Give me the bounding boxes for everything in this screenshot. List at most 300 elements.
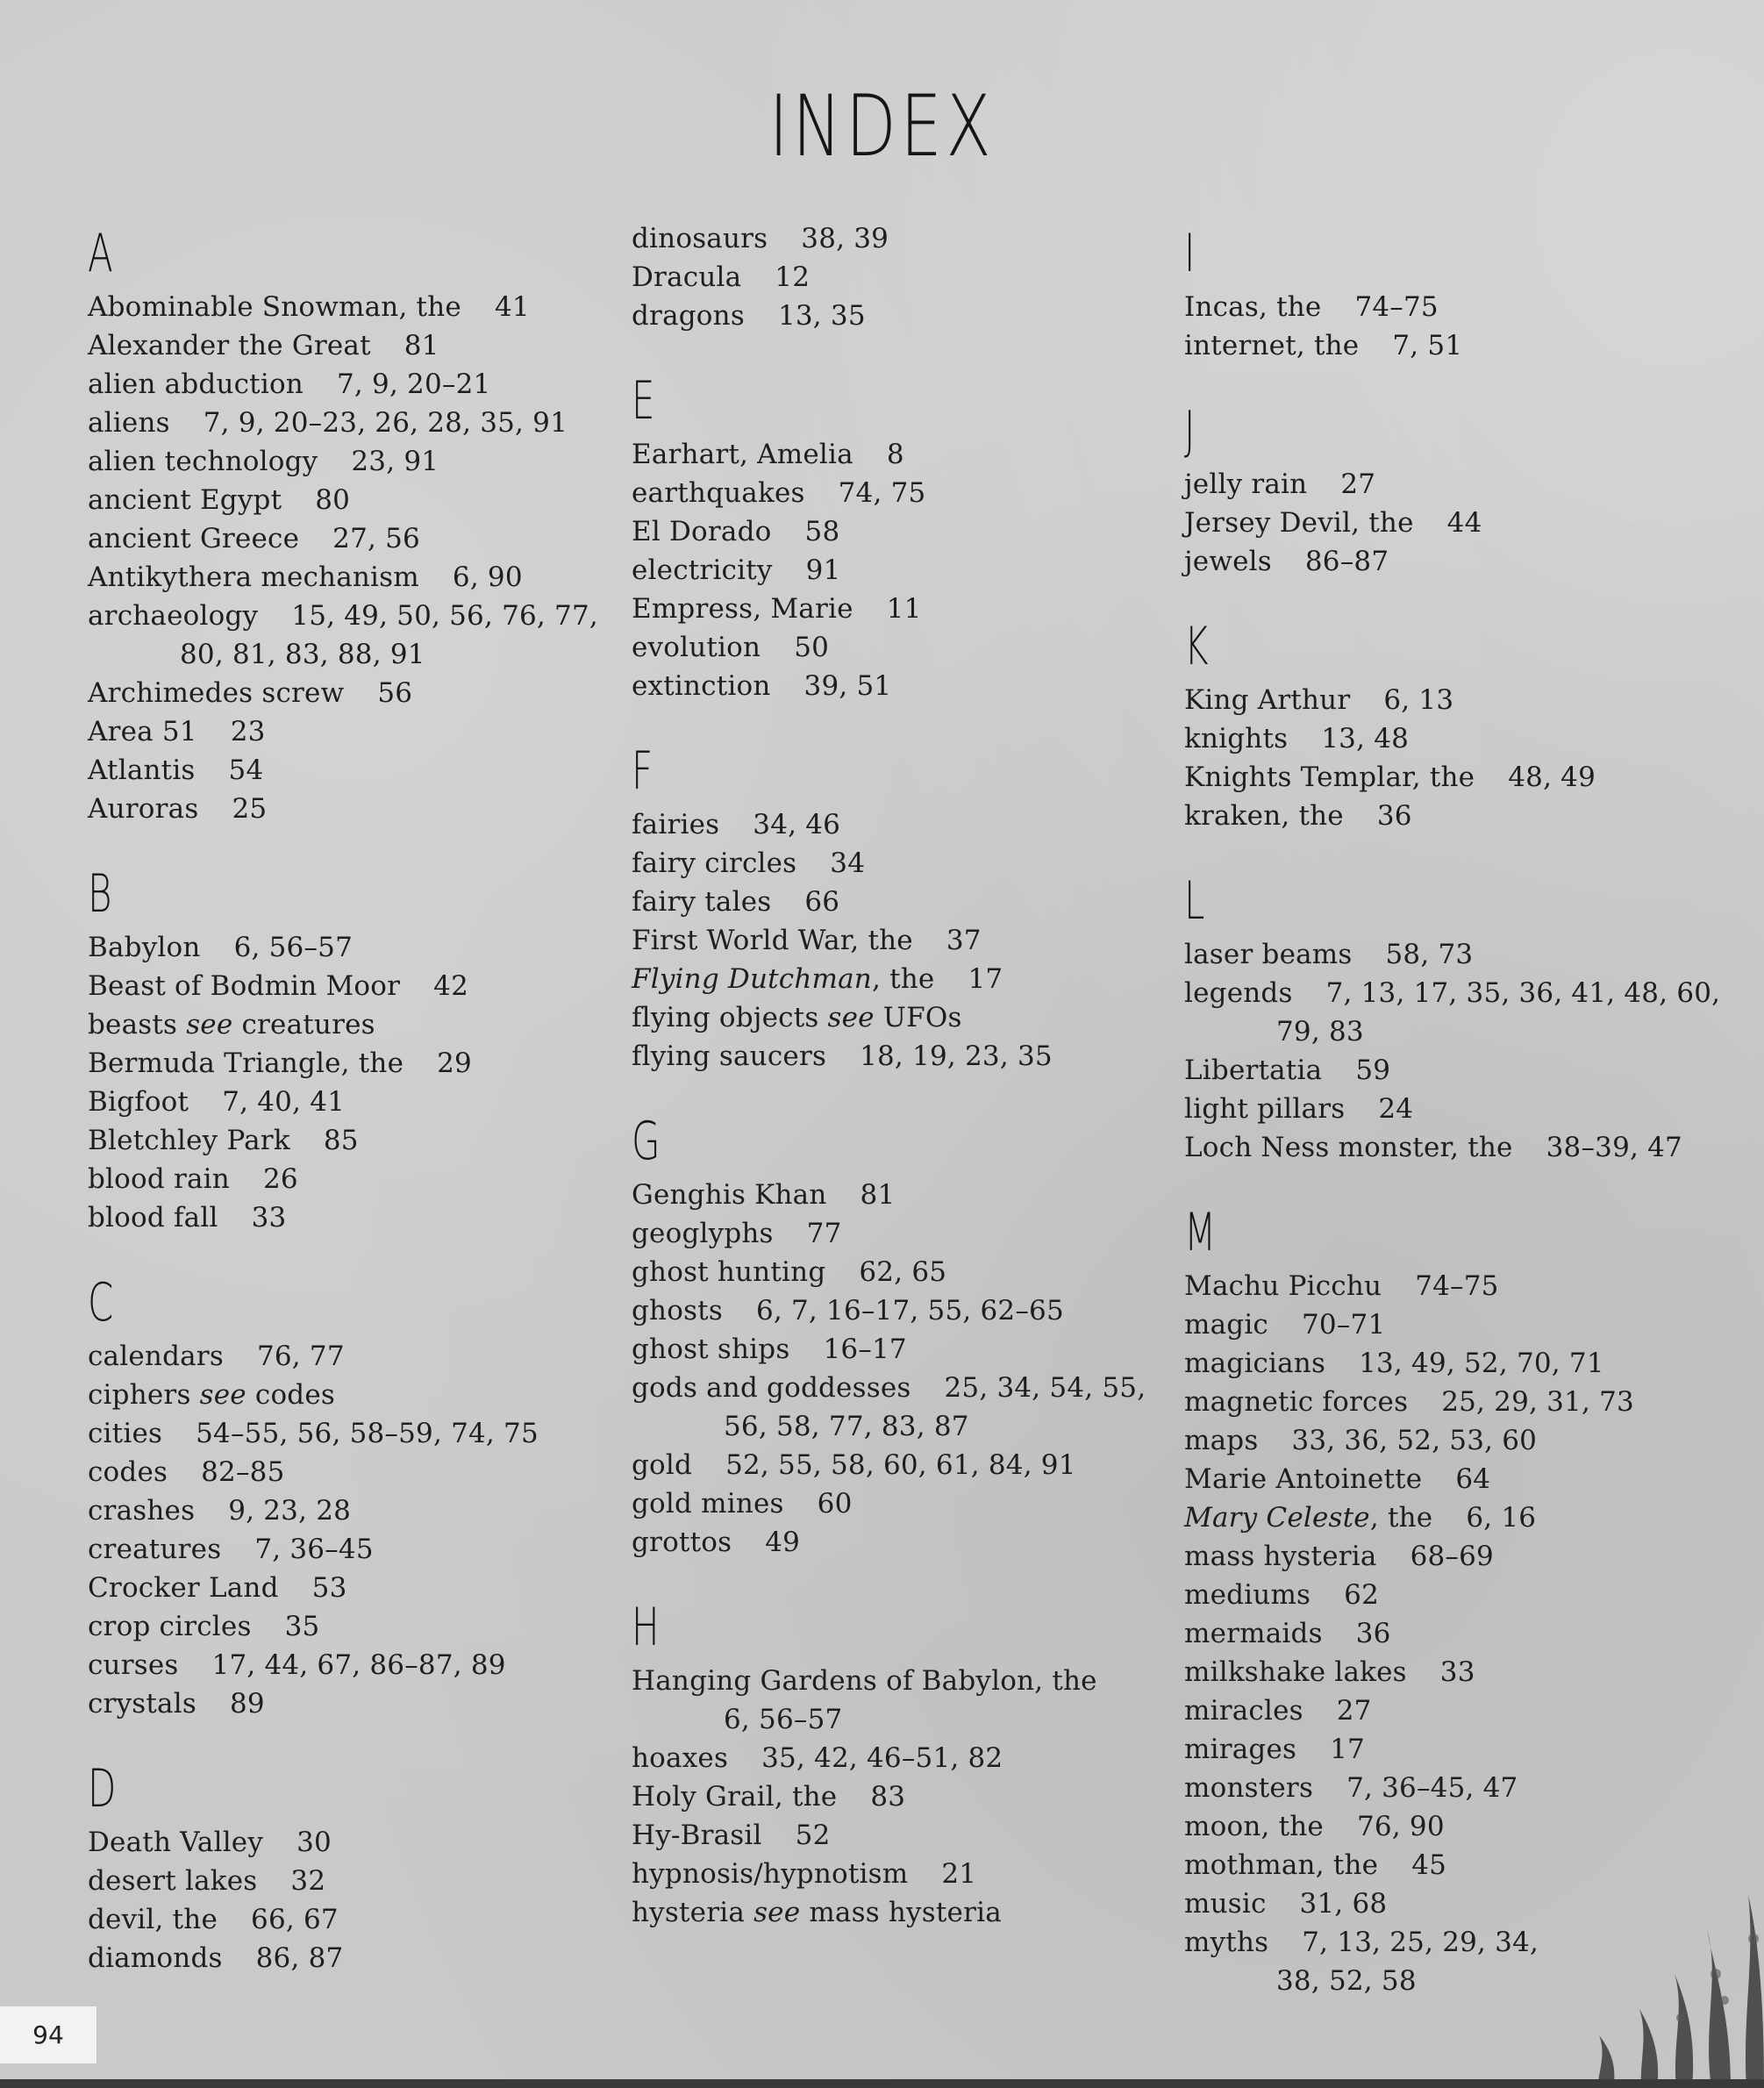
entry-cross-reference: UFOs	[874, 1002, 962, 1033]
entry-pages: 48, 49	[1508, 762, 1596, 793]
index-entry	[632, 590, 1167, 628]
entry-pages: 13, 49, 52, 70, 71	[1359, 1348, 1604, 1379]
entry-term: aliens	[88, 407, 170, 439]
entry-term: Abominable Snowman, the	[88, 291, 461, 323]
section-c	[88, 1269, 614, 1723]
entry-pages: 41	[494, 291, 530, 323]
entry-see: see	[199, 1379, 246, 1411]
index-entry	[88, 558, 614, 597]
entry-pages-continued: 6, 56–57	[724, 1704, 843, 1735]
entry-pages-continued: 56, 58, 77, 83, 87	[724, 1411, 969, 1442]
index-entry	[632, 1662, 1167, 1700]
entry-pages: 62, 65	[859, 1256, 947, 1288]
entry-pages: 81	[860, 1179, 896, 1211]
entry-pages: 33, 36, 52, 53, 60	[1291, 1425, 1538, 1456]
entry-term: dinosaurs	[632, 223, 768, 254]
entry-pages: 45	[1411, 1849, 1447, 1881]
index-entry	[88, 1684, 614, 1723]
entry-term: Libertatia	[1184, 1055, 1323, 1086]
entry-pages: 7, 13, 17, 35, 36, 41, 48, 60,	[1325, 977, 1721, 1009]
entry-pages: 39, 51	[803, 670, 892, 702]
entry-pages: 25, 34, 54, 55,	[944, 1372, 1146, 1404]
section-h	[632, 1593, 1167, 1932]
entry-term: fairy circles	[632, 847, 797, 879]
index-entry	[632, 667, 1167, 705]
index-entry	[88, 597, 614, 635]
index-entry	[88, 1823, 614, 1862]
section-d-continued	[632, 219, 1167, 335]
entry-term: legends	[1184, 977, 1293, 1009]
section-letter: H	[632, 1597, 660, 1658]
entry-term: beasts	[88, 1009, 187, 1040]
entry-term: Hanging Gardens of Babylon, the	[632, 1665, 1097, 1697]
entry-term: , the	[871, 963, 935, 995]
index-entry	[88, 481, 614, 519]
entry-pages: 59	[1355, 1055, 1391, 1086]
section-letter: K	[1184, 616, 1209, 677]
entry-pages: 24	[1378, 1093, 1414, 1125]
page-number: 94	[0, 2006, 96, 2063]
bottom-rule	[0, 2079, 1764, 2088]
index-entry	[1184, 974, 1746, 1012]
entry-term: Dracula	[632, 261, 742, 293]
section-i	[1184, 219, 1746, 365]
index-entry	[632, 1330, 1167, 1369]
index-entry	[1184, 1051, 1746, 1090]
entry-term: , the	[1369, 1502, 1433, 1534]
entry-term: Archimedes screw	[88, 677, 345, 709]
entry-term: Crocker Land	[88, 1572, 279, 1604]
entry-term: cities	[88, 1418, 163, 1449]
index-entry	[632, 1484, 1167, 1523]
entry-term: moon, the	[1184, 1811, 1324, 1842]
entry-pages: 8	[886, 439, 904, 470]
entry-term: electricity	[632, 554, 773, 586]
index-entry	[632, 1037, 1167, 1076]
index-entry	[1184, 1267, 1746, 1305]
index-entry	[88, 928, 614, 967]
entry-pages: 7, 51	[1392, 330, 1463, 361]
index-entry	[88, 1607, 614, 1646]
entry-pages-continued: 79, 83	[1276, 1016, 1364, 1048]
index-entry	[632, 844, 1167, 883]
index-entry	[88, 1414, 614, 1453]
entry-term-italic: Mary Celeste	[1184, 1502, 1370, 1534]
entry-term: monsters	[1184, 1772, 1314, 1804]
index-entry	[632, 1739, 1167, 1777]
entry-term: miracles	[1184, 1695, 1303, 1727]
index-entry	[632, 883, 1167, 921]
entry-term: grottos	[632, 1527, 732, 1558]
entry-term: Beast of Bodmin Moor	[88, 970, 401, 1002]
entry-pages: 13, 48	[1321, 723, 1410, 754]
index-column-1	[88, 219, 614, 1977]
entry-pages: 38–39, 47	[1546, 1132, 1682, 1163]
index-entry	[88, 967, 614, 1005]
index-entry	[88, 1862, 614, 1900]
entry-pages: 53	[311, 1572, 347, 1604]
index-entry	[1184, 719, 1746, 758]
entry-term: Bermuda Triangle, the	[88, 1048, 404, 1079]
index-entry	[1184, 1653, 1746, 1691]
entry-pages: 74, 75	[838, 477, 926, 509]
entry-term: fairy tales	[632, 886, 772, 918]
index-entry	[88, 1900, 614, 1939]
entry-pages: 13, 35	[777, 300, 866, 332]
entry-term: extinction	[632, 670, 771, 702]
index-entry	[88, 1453, 614, 1491]
index-entry	[88, 1121, 614, 1160]
section-k	[1184, 612, 1746, 835]
entry-pages: 74–75	[1415, 1270, 1499, 1302]
entry-term: mirages	[1184, 1734, 1297, 1765]
index-entry	[632, 258, 1167, 297]
section-letter: E	[632, 370, 655, 432]
entry-pages: 6, 56–57	[233, 932, 354, 963]
index-entry	[1184, 1691, 1746, 1730]
entry-pages: 17	[968, 963, 1003, 995]
entry-pages: 82–85	[201, 1456, 285, 1488]
entry-term: hypnosis/hypnotism	[632, 1858, 909, 1890]
entry-pages: 58	[804, 516, 840, 547]
section-f	[632, 737, 1167, 1076]
entry-pages: 27	[1340, 468, 1376, 500]
entry-pages: 7, 9, 20–23, 26, 28, 35, 91	[203, 407, 568, 439]
entry-term: ancient Egypt	[88, 484, 282, 516]
entry-pages: 7, 36–45	[254, 1534, 374, 1565]
index-entry	[1184, 1730, 1746, 1769]
entry-term: First World War, the	[632, 925, 913, 956]
index-entry	[632, 1176, 1167, 1214]
entry-pages-continued: 80, 81, 83, 88, 91	[180, 639, 425, 670]
entry-pages: 34	[830, 847, 866, 879]
index-entry	[1184, 288, 1746, 326]
index-entry	[1184, 542, 1746, 581]
entry-term: gods and goddesses	[632, 1372, 911, 1404]
entry-pages: 49	[765, 1527, 801, 1558]
entry-term: gold mines	[632, 1488, 784, 1520]
entry-term-italic: Flying Dutchman	[632, 963, 872, 995]
entry-term: codes	[88, 1456, 168, 1488]
index-entry	[88, 442, 614, 481]
entry-pages: 7, 40, 41	[222, 1086, 346, 1118]
entry-see: see	[753, 1897, 801, 1928]
section-e	[632, 367, 1167, 705]
entry-term: blood fall	[88, 1202, 218, 1233]
entry-term: mass hysteria	[1184, 1541, 1377, 1572]
index-entry	[632, 960, 1167, 998]
section-j	[1184, 397, 1746, 581]
entry-pages: 18, 19, 23, 35	[860, 1040, 1053, 1072]
entry-term: gold	[632, 1449, 693, 1481]
entry-pages: 15, 49, 50, 56, 76, 77,	[291, 600, 598, 632]
entry-term: Bigfoot	[88, 1086, 189, 1118]
section-d	[88, 1755, 614, 1977]
entry-term: mermaids	[1184, 1618, 1323, 1649]
entry-term: ghosts	[632, 1295, 723, 1326]
index-entry	[632, 1777, 1167, 1816]
entry-pages: 25, 29, 31, 73	[1441, 1386, 1634, 1418]
entry-term: mediums	[1184, 1579, 1311, 1611]
index-entry	[88, 1005, 614, 1044]
section-g	[632, 1107, 1167, 1562]
entry-term: hoaxes	[632, 1742, 729, 1774]
entry-term: jewels	[1184, 546, 1272, 577]
entry-see: see	[186, 1009, 233, 1040]
entry-pages: 23	[230, 716, 266, 747]
index-entry	[1184, 465, 1746, 504]
entry-pages: 62	[1344, 1579, 1380, 1611]
entry-pages: 54–55, 56, 58–59, 74, 75	[196, 1418, 539, 1449]
entry-pages: 6, 90	[452, 561, 523, 593]
entry-term: ancient Greece	[88, 523, 300, 554]
section-b	[88, 860, 614, 1237]
entry-pages: 64	[1455, 1463, 1491, 1495]
entry-term: Hy-Brasil	[632, 1820, 762, 1851]
index-entry	[88, 1044, 614, 1083]
entry-pages: 17, 44, 67, 86–87, 89	[211, 1649, 506, 1681]
entry-term: Machu Picchu	[1184, 1270, 1382, 1302]
entry-pages: 56	[377, 677, 413, 709]
entry-term: magic	[1184, 1309, 1268, 1341]
index-entry	[632, 1253, 1167, 1291]
entry-pages: 54	[228, 754, 264, 786]
entry-pages: 23, 91	[351, 446, 439, 477]
entry-pages: 37	[946, 925, 982, 956]
entry-term: mothman, the	[1184, 1849, 1379, 1881]
entry-term: ciphers	[88, 1379, 200, 1411]
entry-term: magnetic forces	[1184, 1386, 1409, 1418]
index-entry	[1184, 1537, 1746, 1576]
entry-pages: 33	[251, 1202, 287, 1233]
entry-term: Babylon	[88, 932, 201, 963]
entry-term: internet, the	[1184, 330, 1360, 361]
entry-pages: 6, 16	[1466, 1502, 1537, 1534]
entry-pages: 42	[433, 970, 468, 1002]
entry-term: archaeology	[88, 600, 259, 632]
entry-term: crop circles	[88, 1611, 252, 1642]
index-entry	[88, 1491, 614, 1530]
entry-pages: 26	[262, 1163, 298, 1195]
entry-term: milkshake lakes	[1184, 1656, 1407, 1688]
entry-term: crystals	[88, 1688, 196, 1720]
entry-pages: 68–69	[1410, 1541, 1494, 1572]
index-entry	[632, 474, 1167, 512]
entry-term: creatures	[88, 1534, 222, 1565]
entry-pages: 83	[870, 1781, 906, 1813]
entry-term: evolution	[632, 632, 761, 663]
section-letter: D	[88, 1758, 117, 1820]
index-entry	[88, 1939, 614, 1977]
entry-pages: 81	[404, 330, 439, 361]
index-entry	[88, 1198, 614, 1237]
entry-pages: 86, 87	[255, 1942, 344, 1974]
entry-pages: 25	[232, 793, 268, 825]
index-entry	[88, 790, 614, 828]
index-entry	[1184, 1128, 1746, 1167]
index-entry	[632, 1214, 1167, 1253]
entry-term: calendars	[88, 1341, 224, 1372]
section-l	[1184, 867, 1746, 1167]
entry-term: Empress, Marie	[632, 593, 853, 625]
entry-pages: 29	[437, 1048, 472, 1079]
entry-see: see	[827, 1002, 875, 1033]
index-entry	[632, 805, 1167, 844]
entry-term: Death Valley	[88, 1827, 264, 1858]
entry-pages: 70–71	[1302, 1309, 1386, 1341]
entry-term: Jersey Devil, the	[1184, 507, 1414, 539]
index-entry	[88, 365, 614, 404]
entry-pages: 27	[1336, 1695, 1372, 1727]
index-entry	[1184, 1344, 1746, 1383]
section-letter: I	[1184, 223, 1196, 284]
index-entry	[1184, 1460, 1746, 1498]
entry-term: Genghis Khan	[632, 1179, 827, 1211]
index-entry	[1184, 1614, 1746, 1653]
entry-term: flying objects	[632, 1002, 828, 1033]
entry-pages: 6, 7, 16–17, 55, 62–65	[755, 1295, 1064, 1326]
entry-term: Area 51	[88, 716, 197, 747]
entry-pages: 31, 68	[1299, 1888, 1388, 1920]
index-entry	[88, 326, 614, 365]
entry-term: alien technology	[88, 446, 318, 477]
entry-term: Holy Grail, the	[632, 1781, 838, 1813]
entry-cross-reference: codes	[246, 1379, 336, 1411]
entry-term: Antikythera mechanism	[88, 561, 419, 593]
entry-term: curses	[88, 1649, 179, 1681]
index-entry	[1184, 1090, 1746, 1128]
index-entry	[632, 1369, 1167, 1407]
entry-term: El Dorado	[632, 516, 772, 547]
entry-term: desert lakes	[88, 1865, 258, 1897]
entry-pages: 52	[795, 1820, 831, 1851]
index-entry	[1184, 1498, 1746, 1537]
index-entry	[632, 512, 1167, 551]
entry-term: maps	[1184, 1425, 1259, 1456]
entry-pages: 16–17	[823, 1334, 907, 1365]
entry-pages: 76, 90	[1356, 1811, 1445, 1842]
entry-pages: 91	[805, 554, 841, 586]
entry-term: crashes	[88, 1495, 196, 1527]
entry-term: dragons	[632, 300, 745, 332]
seaweed-illustration	[1501, 1798, 1764, 2088]
index-entry	[88, 288, 614, 326]
entry-term: ghost hunting	[632, 1256, 826, 1288]
entry-term: laser beams	[1184, 939, 1353, 970]
entry-pages: 52, 55, 58, 60, 61, 84, 91	[725, 1449, 1076, 1481]
entry-term: Atlantis	[88, 754, 196, 786]
index-entry	[632, 297, 1167, 335]
index-entry	[88, 751, 614, 790]
entry-pages-continued: 38, 52, 58	[1276, 1965, 1417, 1997]
index-entry	[632, 1893, 1167, 1932]
index-entry	[1184, 1421, 1746, 1460]
entry-pages: 38, 39	[801, 223, 889, 254]
entry-pages: 9, 23, 28	[228, 1495, 352, 1527]
entry-pages: 60	[817, 1488, 853, 1520]
entry-pages: 7, 36–45, 47	[1346, 1772, 1518, 1804]
entry-term: alien abduction	[88, 368, 304, 400]
entry-pages: 89	[229, 1688, 265, 1720]
index-entry	[1184, 1305, 1746, 1344]
entry-pages: 58, 73	[1385, 939, 1474, 970]
index-entry	[632, 1523, 1167, 1562]
entry-pages: 12	[775, 261, 811, 293]
entry-term: earthquakes	[632, 477, 805, 509]
entry-pages: 35, 42, 46–51, 82	[761, 1742, 1003, 1774]
section-letter: J	[1184, 400, 1196, 461]
entry-term: myths	[1184, 1927, 1269, 1958]
entry-term: light pillars	[1184, 1093, 1346, 1125]
entry-term: knights	[1184, 723, 1289, 754]
entry-pages: 33	[1439, 1656, 1475, 1688]
index-entry	[88, 1376, 614, 1414]
index-entry	[1184, 504, 1746, 542]
index-entry	[632, 1816, 1167, 1855]
entry-pages: 7, 9, 20–21	[336, 368, 491, 400]
entry-term: fairies	[632, 809, 720, 840]
index-entry	[1184, 935, 1746, 974]
section-letter: C	[88, 1272, 114, 1334]
entry-pages: 17	[1330, 1734, 1365, 1765]
index-entry	[88, 1530, 614, 1569]
entry-term: diamonds	[88, 1942, 223, 1974]
index-entry	[88, 1160, 614, 1198]
entry-term: music	[1184, 1888, 1267, 1920]
entry-pages: 76, 77	[256, 1341, 345, 1372]
entry-pages: 44	[1446, 507, 1482, 539]
index-column-2	[632, 219, 1167, 1932]
entry-term: Loch Ness monster, the	[1184, 1132, 1513, 1163]
entry-term: devil, the	[88, 1904, 218, 1935]
section-letter: L	[1184, 870, 1205, 932]
index-entry	[88, 1337, 614, 1376]
entry-term: Incas, the	[1184, 291, 1322, 323]
entry-pages: 32	[290, 1865, 326, 1897]
entry-term: hysteria	[632, 1897, 754, 1928]
entry-pages: 86–87	[1304, 546, 1389, 577]
index-entry	[1184, 1383, 1746, 1421]
index-entry	[88, 1083, 614, 1121]
index-entry	[632, 1446, 1167, 1484]
index-entry	[1184, 326, 1746, 365]
entry-pages: 77	[806, 1218, 842, 1249]
entry-pages: 50	[794, 632, 830, 663]
entry-term: Marie Antoinette	[1184, 1463, 1423, 1495]
index-entry	[1184, 681, 1746, 719]
entry-pages: 85	[323, 1125, 359, 1156]
entry-term: jelly rain	[1184, 468, 1308, 500]
entry-term: magicians	[1184, 1348, 1326, 1379]
entry-term: Auroras	[88, 793, 199, 825]
index-entry	[632, 628, 1167, 667]
section-letter: G	[632, 1111, 661, 1172]
entry-pages: 7, 13, 25, 29, 34,	[1302, 1927, 1539, 1958]
entry-term: Knights Templar, the	[1184, 762, 1475, 793]
index-entry	[88, 519, 614, 558]
index-entry	[1184, 797, 1746, 835]
index-entry	[88, 674, 614, 712]
page-title: INDEX	[768, 77, 996, 175]
section-a	[88, 219, 614, 828]
entry-term: Alexander the Great	[88, 330, 371, 361]
entry-cross-reference: creatures	[232, 1009, 375, 1040]
entry-term: kraken, the	[1184, 800, 1344, 832]
index-column-3	[1184, 219, 1746, 2000]
entry-pages: 66, 67	[251, 1904, 339, 1935]
entry-term: ghost ships	[632, 1334, 790, 1365]
entry-pages: 34, 46	[753, 809, 841, 840]
